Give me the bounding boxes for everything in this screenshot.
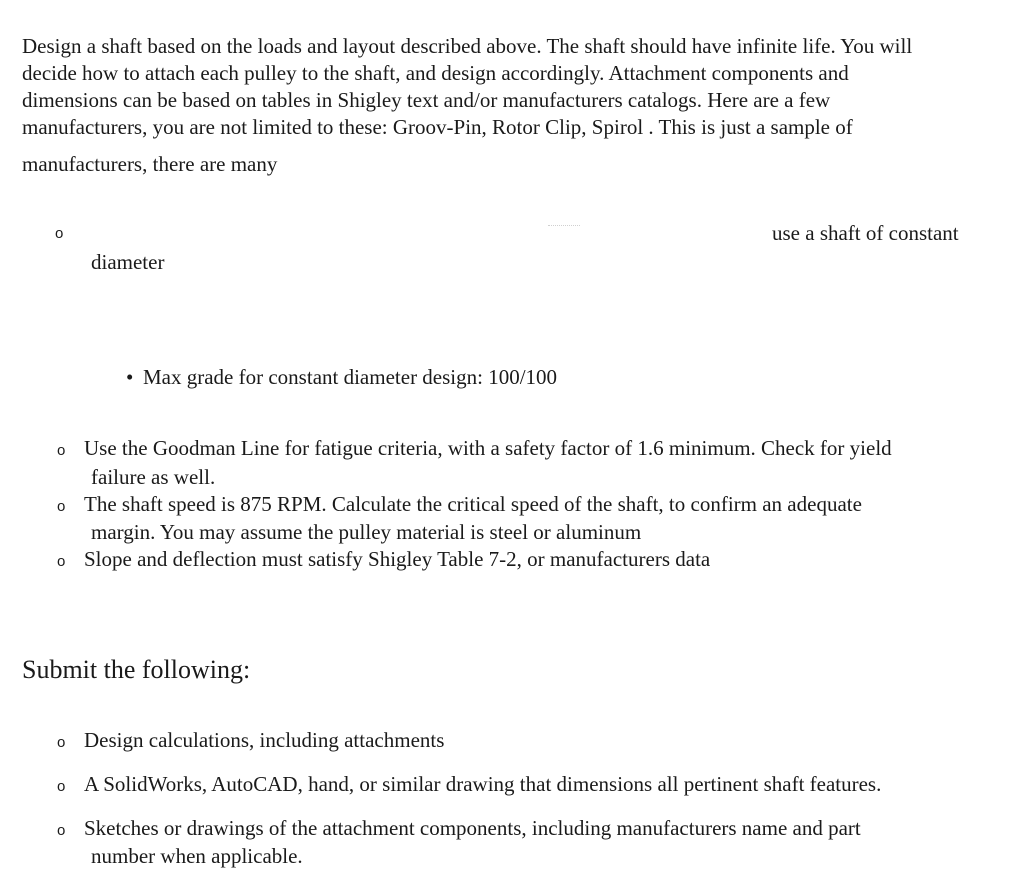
intro-line-1: Design a shaft based on the loads and layout described above. The shaft should have infinite life. You will	[22, 34, 913, 58]
criteria-text-line: Use the Goodman Line for fatigue criteria, with a safety factor of 1.6 minimum. Check for yield	[84, 436, 892, 460]
bullet-circle-icon: o	[57, 822, 66, 839]
bullet-circle-icon: o	[55, 225, 64, 242]
submit-heading: Submit the following:	[22, 655, 251, 684]
criteria-text-line: margin. You may assume the pulley material is steel or aluminum	[91, 520, 642, 544]
bullet-circle-icon: o	[57, 498, 66, 515]
criteria-text-line: Slope and deflection must satisfy Shigley Table 7-2, or manufacturers data	[84, 547, 711, 571]
intro-line-5: manufacturers, there are many	[22, 152, 278, 176]
submit-item-text: A SolidWorks, AutoCAD, hand, or similar drawing that dimensions all pertinent shaft features.	[84, 772, 882, 796]
requirement-text: use a shaft of constant	[772, 221, 959, 245]
intro-line-4: manufacturers, you are not limited to these: Groov-Pin, Rotor Clip, Spirol . This is just a sample of	[22, 115, 853, 139]
criteria-text-line: failure as well.	[91, 465, 216, 489]
submit-item-text: number when applicable.	[91, 844, 303, 868]
intro-line-3: dimensions can be based on tables in Shigley text and/or manufacturers catalogs. Here are a few	[22, 88, 831, 112]
bullet-circle-icon: o	[57, 734, 66, 751]
bullet-circle-icon: o	[57, 442, 66, 459]
faint-hidden-text	[548, 225, 580, 227]
bullet-circle-icon: o	[57, 778, 66, 795]
bullet-circle-icon: o	[57, 553, 66, 570]
submit-item-text: Design calculations, including attachments	[84, 728, 445, 752]
requirement-text-wrap: diameter	[91, 250, 165, 274]
criteria-text-line: The shaft speed is 875 RPM. Calculate the critical speed of the shaft, to confirm an adequate	[84, 492, 862, 516]
bullet-dot-icon: •	[126, 365, 134, 389]
sub-bullet-text: Max grade for constant diameter design: 100/100	[143, 365, 558, 389]
submit-item-text: Sketches or drawings of the attachment components, including manufacturers name and part	[84, 816, 861, 840]
intro-line-2: decide how to attach each pulley to the shaft, and design accordingly. Attachment components and	[22, 61, 849, 85]
